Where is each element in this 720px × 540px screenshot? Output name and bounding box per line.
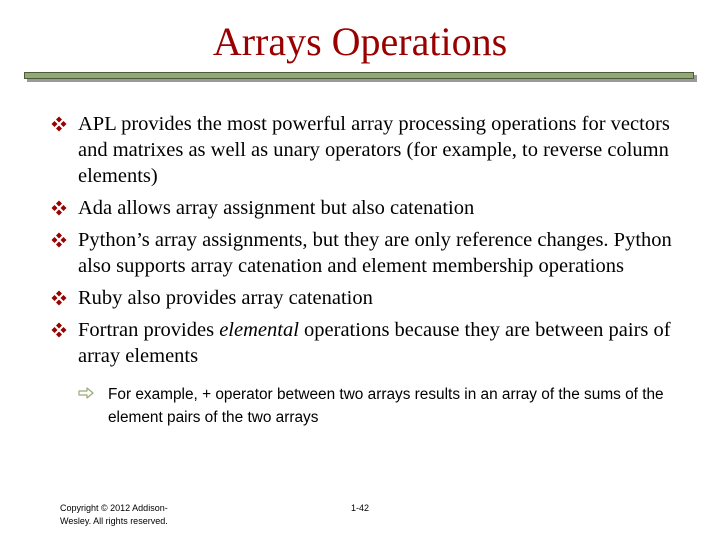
bullet-text: APL provides the most powerful array processing operations for vectors and matrixes as well as unary operators (for example, to reverse column elements): [78, 113, 670, 187]
slide-title: Arrays Operations: [212, 19, 508, 64]
sub-bullet-list: [78, 383, 691, 429]
diamond-bullet-icon: [51, 232, 67, 248]
diamond-bullet-icon: [51, 290, 67, 306]
copyright-line: Wesley. All rights reserved.: [60, 516, 168, 526]
bullet-list: [51, 111, 691, 435]
bullet-item: [51, 285, 691, 311]
page-number: 1-42: [350, 503, 369, 513]
title-divider: [24, 72, 694, 79]
copyright-line: Copyright © 2012 Addison-: [60, 503, 168, 513]
bullet-item: [51, 227, 691, 279]
outline-arrow-icon: [78, 387, 94, 399]
diamond-bullet-icon: [51, 322, 67, 338]
bullet-text: Ruby also provides array catenation: [78, 287, 373, 309]
diamond-bullet-icon: [51, 116, 67, 132]
bullet-text-prefix: Fortran provides: [78, 319, 220, 341]
sub-bullet-item: [78, 383, 691, 429]
bullet-text-emphasis: elemental: [219, 319, 299, 341]
bullet-text: Python’s array assignments, but they are only reference changes. Python also supports array catenation and element membership operations: [78, 229, 672, 277]
bullet-text-suffix: operations because they are between pairs of array elements: [78, 319, 671, 367]
bullet-item: [51, 111, 691, 189]
bullet-item: [51, 317, 691, 429]
sub-bullet-text: For example, + operator between two arrays results in an array of the sums of the element pairs of the two arrays: [108, 386, 664, 426]
diamond-bullet-icon: [51, 200, 67, 216]
footer-copyright: [60, 502, 210, 528]
bullet-text: Ada allows array assignment but also catenation: [78, 197, 475, 219]
bullet-item: [51, 195, 691, 221]
